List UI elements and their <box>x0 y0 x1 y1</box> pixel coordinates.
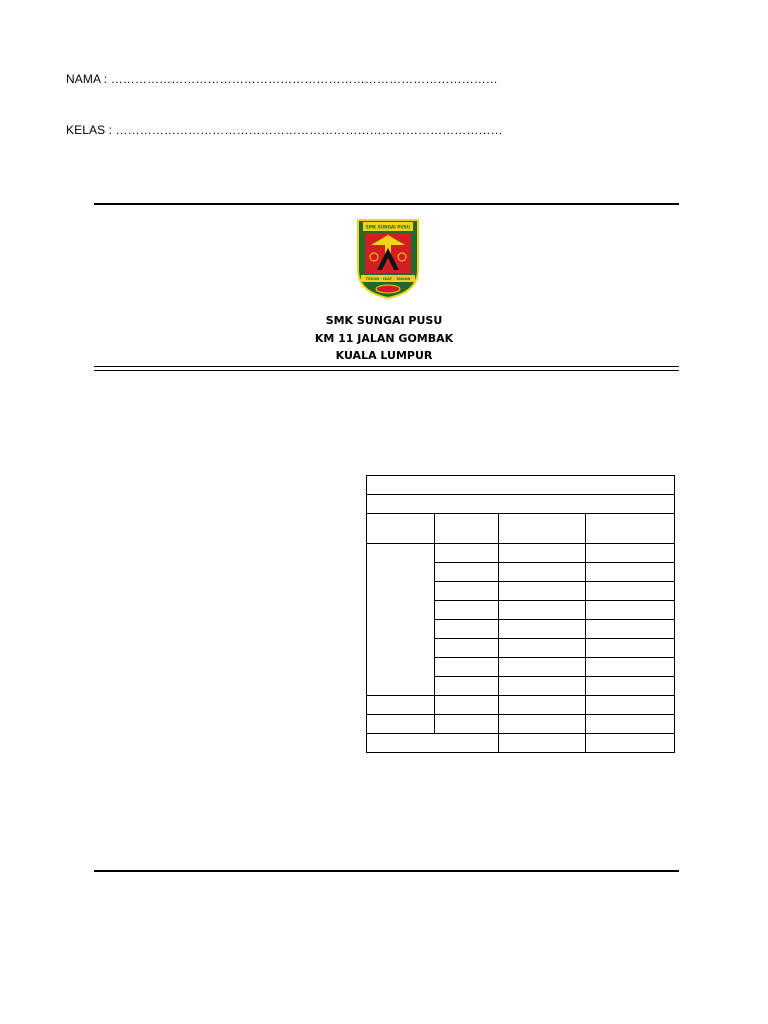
table-cell <box>586 563 675 582</box>
table-cell <box>498 582 586 601</box>
table-header-row <box>367 514 675 544</box>
table-row <box>367 495 675 514</box>
table-cell <box>586 696 675 715</box>
table-row <box>367 544 675 563</box>
table-cell <box>498 734 586 753</box>
top-divider <box>94 203 679 205</box>
header-divider-lower <box>94 370 679 371</box>
table-cell <box>498 601 586 620</box>
table-cell <box>498 677 586 696</box>
table-cell <box>586 715 675 734</box>
table-cell <box>498 696 586 715</box>
table-cell <box>498 658 586 677</box>
table-cell <box>586 734 675 753</box>
table-cell <box>498 620 586 639</box>
table-cell <box>434 582 498 601</box>
table-cell <box>367 715 435 734</box>
table-cell <box>367 514 435 544</box>
table-cell <box>498 563 586 582</box>
table-cell <box>586 582 675 601</box>
table-cell <box>586 620 675 639</box>
name-field[interactable]: NAMA : …………………………………………………………………………………… <box>66 72 498 86</box>
table-cell <box>586 658 675 677</box>
table-cell <box>586 601 675 620</box>
marks-table <box>366 475 675 753</box>
table-cell <box>498 715 586 734</box>
bottom-divider <box>94 870 679 872</box>
table-cell <box>434 639 498 658</box>
table-cell <box>367 544 435 696</box>
table-cell <box>434 696 498 715</box>
school-address-line1: KM 11 JALAN GOMBAK <box>314 332 454 345</box>
table-cell <box>498 514 586 544</box>
table-cell <box>434 601 498 620</box>
table-cell <box>434 715 498 734</box>
table-cell <box>434 544 498 563</box>
table-cell <box>586 544 675 563</box>
table-cell <box>367 476 675 495</box>
table-cell <box>367 696 435 715</box>
table-cell <box>434 677 498 696</box>
school-address-line2: KUALA LUMPUR <box>335 349 433 362</box>
class-field[interactable]: KELAS : …………………………………………………………………………………… <box>66 123 503 137</box>
table-cell <box>586 514 675 544</box>
table-row <box>367 715 675 734</box>
table-cell <box>434 563 498 582</box>
table-cell <box>367 734 499 753</box>
table-cell <box>434 620 498 639</box>
table-total-row <box>367 734 675 753</box>
crest-motto-text: TEKUN · IKAT · TAWAN <box>365 277 411 282</box>
table-row <box>367 696 675 715</box>
table-cell <box>434 514 498 544</box>
school-name: SMK SUNGAI PUSU <box>325 314 443 327</box>
table-cell <box>586 677 675 696</box>
crest-top-text: SMK SUNGAI PUSU <box>365 224 411 230</box>
header-divider-upper <box>94 366 679 367</box>
table-cell <box>586 639 675 658</box>
school-crest-logo <box>355 218 421 300</box>
table-row <box>367 476 675 495</box>
table-cell <box>434 658 498 677</box>
table-cell <box>498 639 586 658</box>
table-cell <box>498 544 586 563</box>
table-cell <box>367 495 675 514</box>
